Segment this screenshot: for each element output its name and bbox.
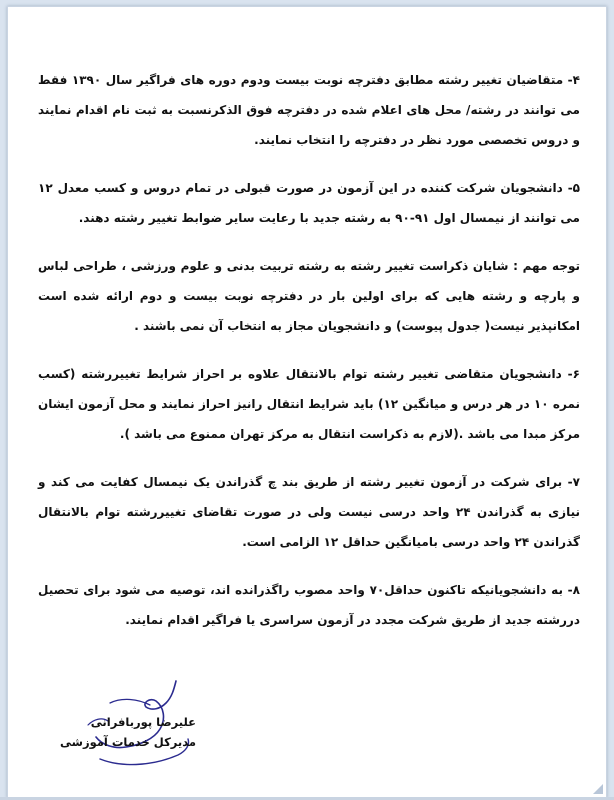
paragraph-important-note: توجه مهم : شایان ذکراست تغییر رشته به رشته تربیت بدنی و علوم ورزشی ، طراحی لباس و پارچه و رشته هایی که برای اولین بار در دفترچه نوبت بیست و دوم ارائه شده است امکانپذیر نیست( جدول پیوست) و دانشجویان مجاز به انتخاب آن نمی باشند . [38, 259, 580, 333]
signatory-name: علیرضا پوربافرانی [90, 715, 196, 729]
paragraph-item-7: ۷- برای شرکت در آزمون تغییر رشته از طریق بند چ گذراندن یک نیمسال کفایت می کند و نیازی به گذراندن ۲۴ واحد درسی نیست ولی در صورت تقاضای تغییررشته توام بالانتقال گذراندن ۲۴ واحد درسی بامیانگین حداقل ۱۲ الزامی است. [38, 475, 580, 549]
signature-block [60, 667, 200, 777]
paragraph-item-6: ۶- دانشجویان متقاضی تغییر رشته توام بالانتقال علاوه بر احراز شرایط تغییررشته (کسب نمره ۱۰ در هر درس و میانگین ۱۲) باید شرایط انتقال رانیز احراز نمایند و محل آزمون ایشان مرکز مبدا می باشد .(لازم به ذکراست انتقال به مرکز تهران ممنوع می باشد ). [38, 367, 580, 441]
document-page [7, 6, 607, 798]
paragraph-item-4: ۴- متقاضیان تغییر رشته مطابق دفترچه نوبت بیست ودوم دوره های فراگیر سال ۱۳۹۰ فقط می توانند در رشته/ محل های اعلام شده در دفترچه فوق الذکرنسبت به ثبت نام اقدام نمایند و دروس تخصصی مورد نظر در دفترچه را انتخاب نمایند. [38, 73, 580, 147]
page-corner-icon [593, 784, 603, 794]
paragraph-item-8: ۸- به دانشجویانیکه تاکنون حداقل۷۰ واحد مصوب راگذرانده اند، توصیه می شود برای تحصیل دررشته جدید از طریق شرکت مجدد در آزمون سراسری یا فراگیر اقدام نمایند. [38, 583, 580, 627]
paragraph-item-5: ۵- دانشجویان شرکت کننده در این آزمون در صورت قبولی در تمام دروس و کسب معدل ۱۲ می توانند از نیمسال اول ۹۱-۹۰ به رشته جدید با رعایت سایر ضوابط تغییر رشته دهند. [38, 181, 580, 225]
document-body [38, 65, 580, 653]
signatory-title: مدیرکل خدمات آموزشی [60, 735, 196, 749]
